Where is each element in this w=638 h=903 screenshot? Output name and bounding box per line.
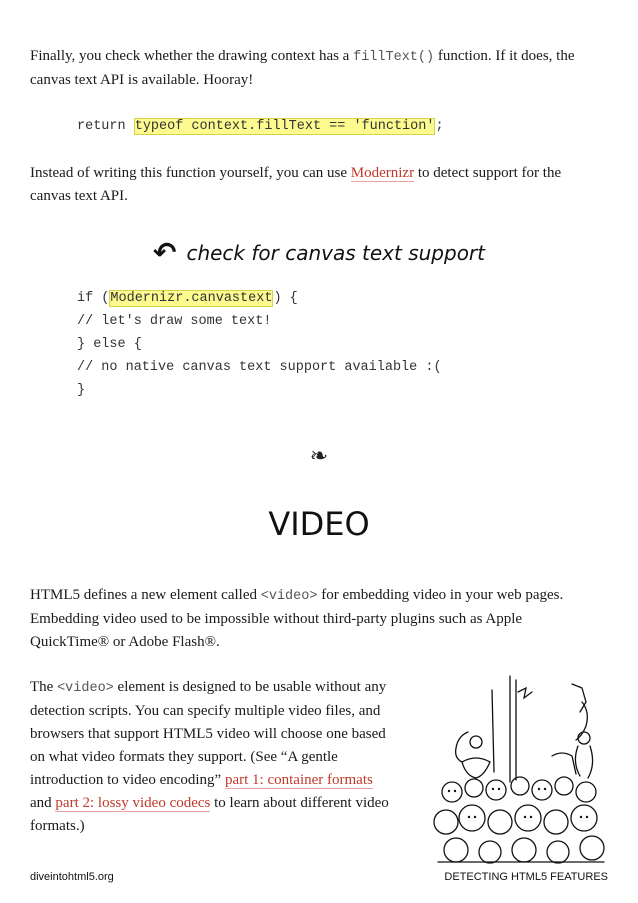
paragraph-video-intro: HTML5 defines a new element called <video> for embedding video in your web pages. Embedding video used to be impossible without third-party plugins such as Apple QuickTime® or Adobe Flash®. bbox=[30, 587, 564, 650]
footer-site-name: diveintohtml5.org bbox=[30, 871, 114, 883]
lossy-video-codecs-link[interactable]: part 2: lossy video codecs bbox=[55, 795, 211, 811]
code-highlight-canvastext: Modernizr.canvastext bbox=[110, 291, 273, 306]
paragraph-filltext-check: Finally, you check whether the drawing context has a fillText() function. If it does, the canvas text API is available. Hooray! bbox=[30, 48, 575, 88]
fleuron-ornament: ❧ bbox=[309, 443, 329, 468]
paragraph-modernizr: Instead of writing this function yourself, you can use Modernizr to detect support for the canvas text API. bbox=[30, 165, 562, 204]
back-arrow-icon: ↶ bbox=[152, 236, 177, 269]
code-line: } bbox=[77, 383, 86, 398]
canvas-text-support-heading[interactable] bbox=[0, 236, 638, 269]
code-block-return: return typeof context.fillText == 'function'; bbox=[77, 119, 444, 134]
code-block-modernizr bbox=[77, 287, 442, 402]
code-line: // let's draw some text! bbox=[77, 314, 272, 329]
modernizr-link[interactable]: Modernizr bbox=[350, 165, 415, 181]
crowd-illustration bbox=[432, 672, 610, 864]
heading-text: check for canvas text support bbox=[186, 241, 485, 265]
code-line: } else { bbox=[77, 337, 142, 352]
section-title-video: VIDEO bbox=[268, 505, 370, 543]
inline-code-video: <video> bbox=[260, 589, 318, 604]
code-line: if (Modernizr.canvastext) { bbox=[77, 291, 298, 306]
footer-chapter-title: DETECTING HTML5 FEATURES bbox=[444, 871, 608, 883]
paragraph-video-element: The <video> element is designed to be usable without any detection scripts. You can specify multiple video files, and browsers that support HTML5 video will choose one based on what video formats they support. (See “A gentle introduction to video encoding” part 1: container formats and part 2: lossy video codecs to learn about different video formats.) bbox=[30, 679, 389, 834]
inline-code-video: <video> bbox=[57, 681, 114, 696]
inline-code-filltext: fillText() bbox=[353, 50, 435, 65]
code-line: // no native canvas text support available :( bbox=[77, 360, 442, 375]
container-formats-link[interactable]: part 1: container formats bbox=[224, 772, 373, 788]
code-highlight-typeof: typeof context.fillText == 'function' bbox=[134, 119, 435, 134]
